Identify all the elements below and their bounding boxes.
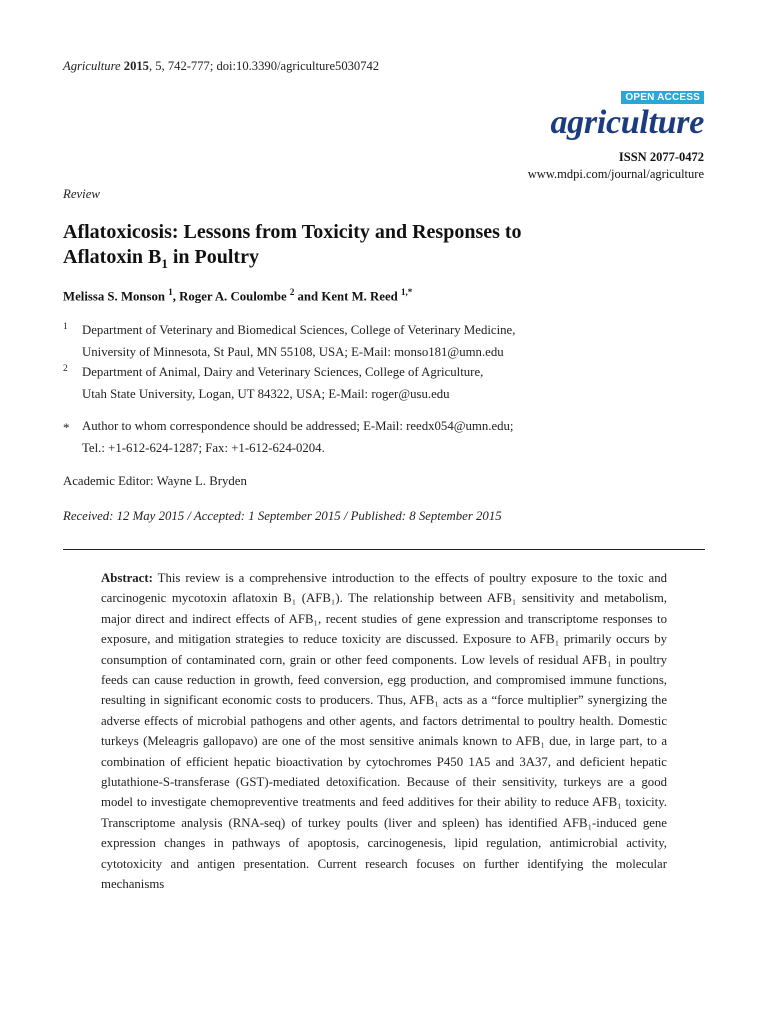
author-affiliation-mark: 1,* [400, 287, 413, 297]
author-list [63, 287, 412, 304]
title-part-3: in Poultry [167, 246, 259, 268]
abstract-text: This review is a comprehensive introduction to the effects of poultry exposure to the toxic and carcinogenic mycotoxin aflatoxin B₁ (AFB₁). The relationship between AFB₁ sensitivity and metabolism, major direct and indirect effects of AFB₁, recent studies of gene expression and transcriptome responses to exposure, and mitigation strategies to reduce toxicity are discussed. Exposure to AFB₁ primarily occurs by consumption of contaminated corn, grain or other feed components. Low levels of residual AFB₁ in poultry feeds can cause reduction in growth, feed conversion, egg production, and compromised immune functions, resulting in significant economic costs to producers. Thus, AFB₁ acts as a “force multiplier” synergizing the adverse effects of microbial pathogens and other agents, and factors detrimental to poultry health. Domestic turkeys (Meleagris gallopavo) are one of the most sensitive animals known to AFB₁ due, in large part, to a combination of efficient hepatic bioactivation by cytochromes P450 1A5 and 3A37, and deficient hepatic glutathione-S-transferase (GST)-mediated detoxification. Because of their sensitivity, turkeys are a good model to investigate chemopreventive treatments and feed additives for their ability to reduce AFB₁ toxicity. Transcriptome analysis (RNA-seq) of turkey poults (liver and spleen) has identified AFB₁-induced gene expression changes in pathways of apoptosis, carcinogenesis, lipid regulation, antimicrobial activity, cytotoxicity and antigen presentation. Current research focuses on further identifying the molecular mechanisms [101, 571, 667, 892]
author-separator: , [172, 289, 180, 304]
author-name: Melissa S. Monson [63, 289, 166, 304]
affiliation-line: Utah State University, Logan, UT 84322, USA; E-Mail: roger@usu.edu [82, 386, 450, 401]
academic-editor: Academic Editor: Wayne L. Bryden [63, 474, 247, 488]
issn: ISSN 2077-0472 [618, 150, 704, 164]
correspondence-line: Author to whom correspondence should be addressed; E-Mail: reedx054@umn.edu; [82, 419, 514, 433]
open-access-badge: OPEN ACCESS [621, 91, 704, 104]
affiliation-2 [63, 362, 483, 405]
citation-journal: Agriculture [63, 59, 121, 73]
author-name: Kent M. Reed [321, 289, 398, 304]
citation-details: , 5, 742-777; doi:10.3390/agriculture5030742 [148, 59, 380, 73]
affiliation-line: Department of Animal, Dairy and Veterinary Sciences, College of Agriculture, [82, 365, 484, 379]
journal-name: agriculture [550, 104, 704, 141]
author-affiliation-mark: 1 [168, 287, 173, 297]
abstract [101, 568, 667, 895]
article-title [63, 220, 703, 276]
author-separator: and [294, 289, 322, 304]
affiliation-line: Department of Veterinary and Biomedical Sciences, College of Veterinary Medicine, [82, 323, 516, 337]
publication-dates: Received: 12 May 2015 / Accepted: 1 September 2015 / Published: 8 September 2015 [63, 509, 502, 523]
article-type: Review [63, 187, 100, 201]
affiliation-line: University of Minnesota, St Paul, MN 55108, USA; E-Mail: monso181@umn.edu [82, 344, 504, 359]
divider [63, 549, 705, 550]
abstract-label: Abstract: [101, 571, 153, 585]
citation-line [63, 59, 379, 74]
author-affiliation-mark: 2 [289, 287, 295, 297]
title-part-2: Aflatoxin B [63, 246, 162, 268]
affiliation-mark: 2 [63, 364, 68, 374]
title-part-1: Aflatoxicosis: Lessons from Toxicity and Responses to [63, 221, 522, 243]
journal-url[interactable]: www.mdpi.com/journal/agriculture [527, 167, 704, 181]
correspondence-mark: * [63, 420, 70, 435]
author-name: Roger A. Coulombe [179, 289, 287, 304]
correspondence [63, 416, 514, 459]
affiliation-1 [63, 320, 515, 363]
affiliation-mark: 1 [63, 322, 68, 332]
correspondence-line: Tel.: +1-612-624-1287; Fax: +1-612-624-0204. [82, 440, 325, 455]
citation-year: 2015 [123, 59, 149, 73]
title-subscript: 1 [161, 256, 168, 271]
